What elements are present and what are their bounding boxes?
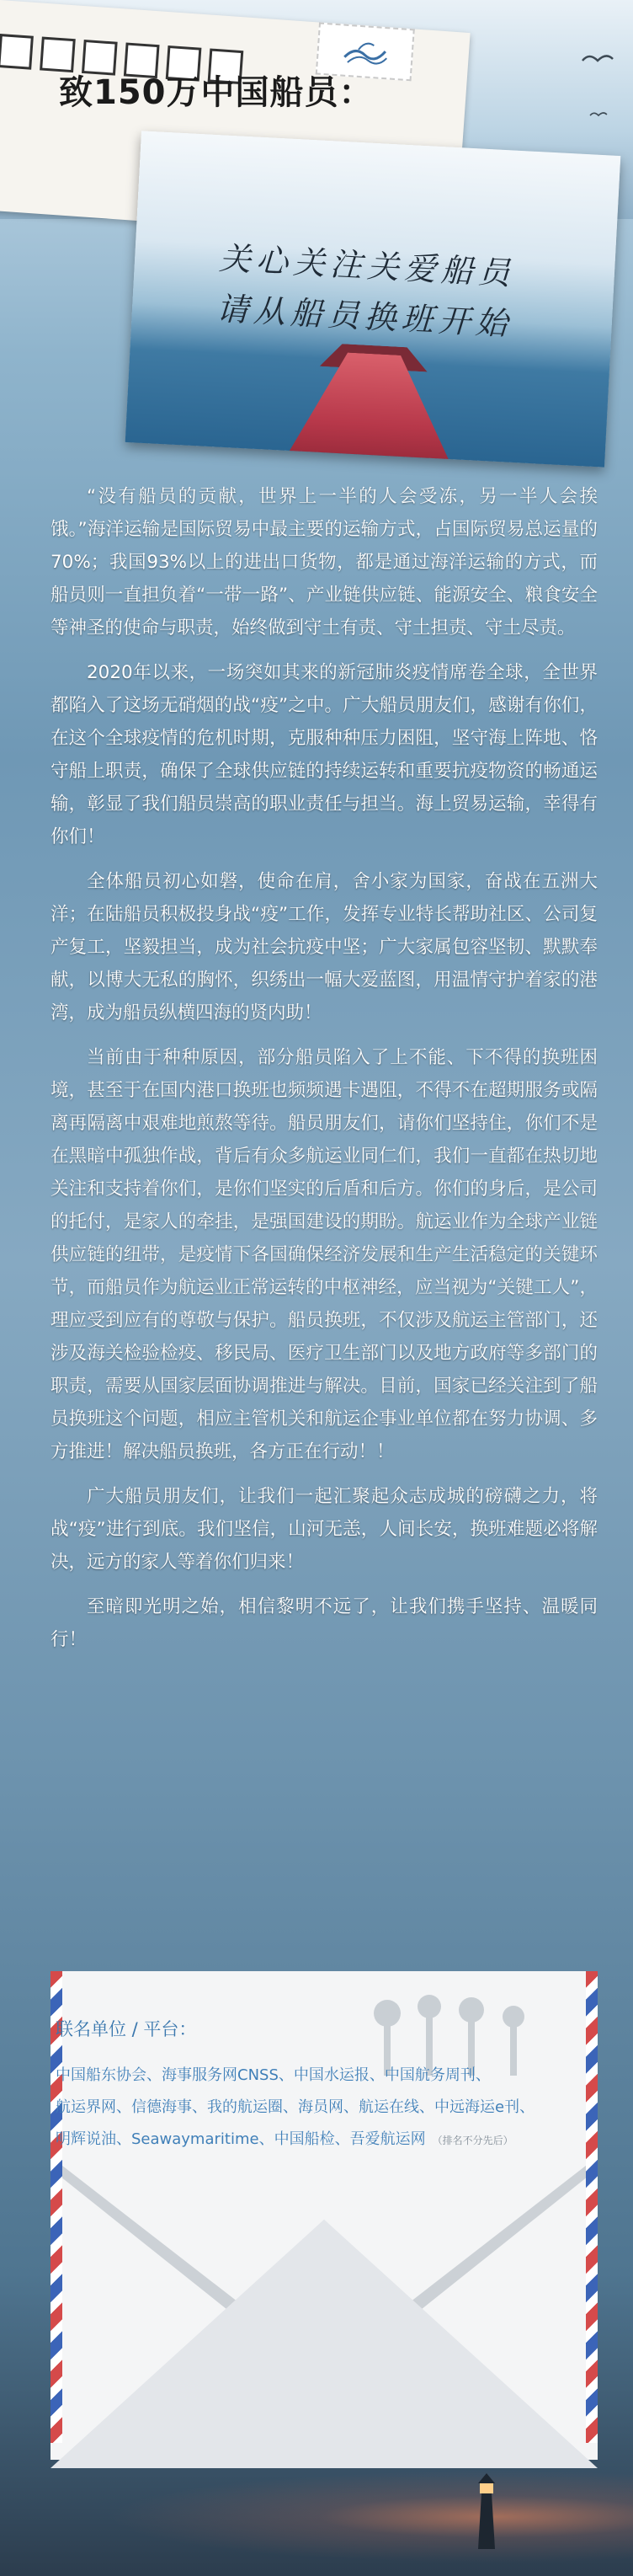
lighthouse-icon [461, 2468, 512, 2552]
paragraph: 至暗即光明之始，相信黎明不远了，让我们携手坚持、温暖同行！ [51, 1596, 598, 1650]
slogan-line-1: 关心关注关爱船员 [218, 239, 516, 292]
partners-row: 中国船东协会、海事服务网CNSS、中国水运报、中国航务周刊、 [56, 2066, 491, 2084]
slogan-line-2: 请从船员换班开始 [215, 290, 513, 343]
partners-row-text: 明辉说油、Seawaymaritime、中国船检、吾爱航运网 [56, 2130, 426, 2148]
paragraph: 广大船员朋友们，让我们一起汇聚起众志成城的磅礴之力，将战“疫”进行到底。我们坚信，山河无恙，人间长安，换班难题必将解决，远方的家人等着你们归来！ [51, 1486, 598, 1573]
paragraph: “没有船员的贡献，世界上一半的人会受冻，另一半人会挨饿。”海洋运输是国际贸易中最主要的运输方式，占国际贸易总运量的70%；我国93%以上的进出口货物，都是通过海洋运输的方式，而船员则一直担负着“一带一路”、产业链供应链、能源安全、粮食安全等神圣的使命与职责，始终做到守土有责、守土担责、守土尽责。 [51, 486, 598, 639]
letter-body [51, 480, 598, 1668]
paragraph: 全体船员初心如磐，使命在肩，舍小家为国家，奋战在五洲大洋；在陆船员积极投身战“疫”工作，发挥专业特长帮助社区、公司复产复工，坚毅担当，成为社会抗疫中坚；广大家属包容坚韧、默默奉献，以博大无私的胸怀，织绣出一幅大爱蓝图，用温情守护着家的港湾，成为船员纵横四海的贤内助！ [51, 871, 598, 1023]
partners-section [56, 2016, 594, 2156]
ship-deck-photo [125, 131, 621, 467]
paragraph: 2020年以来，一场突如其来的新冠肺炎疫情席卷全球，全世界都陷入了这场无硝烟的战“疫”之中。广大船员朋友们，感谢有你们，在这个全球疫情的危机时期，克服种种压力困阻，坚守海上阵地、恪守船上职责，确保了全球供应链的持续运转和重要抗疫物资的畅通运输，彰显了我们船员崇高的职业责任与担当。海上贸易运输，幸得有你们！ [51, 662, 598, 847]
postcode-box [0, 34, 34, 70]
greeting-title: 致150万中国船员： [59, 73, 374, 112]
wave-logo-icon [338, 33, 391, 70]
ship-deck [279, 350, 462, 468]
paragraph: 当前由于种种原因，部分船员陷入了上不能、下不得的换班困境，甚至于在国内港口换班也频频遇卡遇阻，不得不在超期服务或隔离再隔离中艰难地煎熬等待。船员朋友们，请你们坚持住，你们不是在黑暗中孤独作战，背后有众多航运业同仁们，我们一直都在热切地关注和支持着你们，是你们坚实的后盾和后方。你们的身后，是公司的托付，是家人的牵挂，是强国建设的期盼。航运业作为全球产业链供应链的纽带，是疫情下各国确保经济发展和生产生活稳定的关键环节，而船员作为航运业正常运转的中枢神经，应当视为“关键工人”，理应受到应有的尊敬与保护。船员换班，不仅涉及航运主管部门，还涉及海关检验检疫、移民局、医疗卫生部门以及地方政府等多部门的职责，需要从国家层面协调推进与解决。目前，国家已经关注到了船员换班这个问题，相应主管机关和航运企事业单位都在努力协调、多方推进！解决船员换班，各方正在行动！！ [51, 1047, 598, 1462]
seagull-icon [581, 51, 614, 67]
seagull-icon [589, 110, 608, 120]
partners-row: 航运界网、信德海事、我的航运圈、海员网、航运在线、中远海运e刊、 [56, 2098, 535, 2116]
partners-title: 联名单位 / 平台： [56, 2019, 197, 2039]
partners-note: （排名不分先后） [432, 2135, 513, 2146]
sunset-glow [0, 2468, 633, 2576]
slogan [215, 232, 517, 349]
partners-row [56, 2124, 594, 2156]
